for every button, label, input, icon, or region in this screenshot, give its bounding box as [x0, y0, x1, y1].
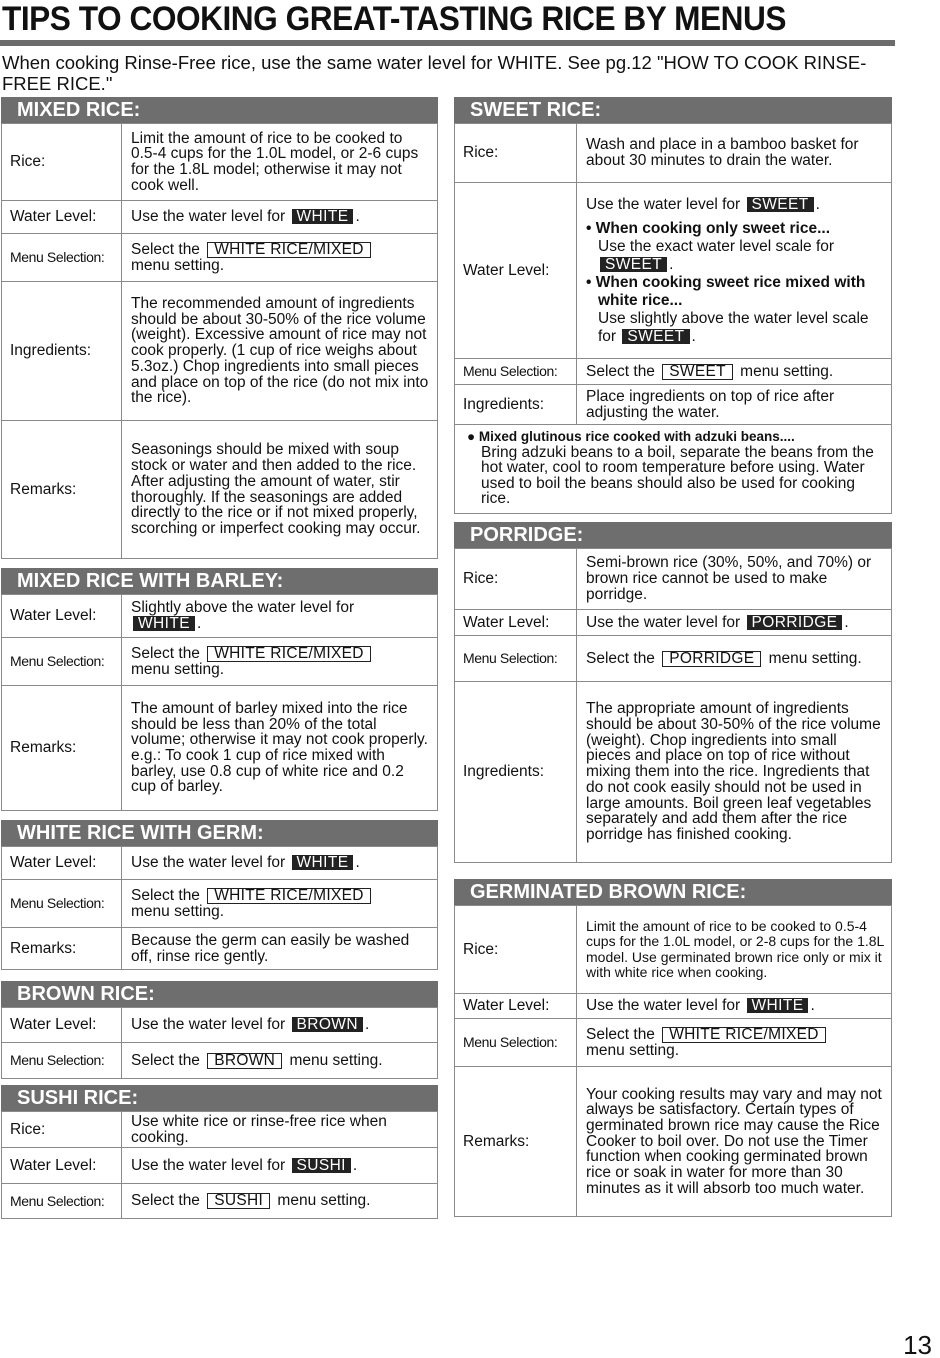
water-prefix: Use the water level for — [131, 208, 290, 226]
water-level-text — [577, 994, 892, 1019]
rice-text: Limit the amount of rice to be cooked to 0.5-4 cups for the 1.0L model, or 2-8 cups for the 1.8L model. Use germinated brown rice only or mix it with white rice when cooking. — [577, 906, 892, 994]
row-label: Menu Selection: — [455, 359, 577, 385]
section-heading: WHITE RICE WITH GERM: — [1, 820, 438, 846]
menu-tag: WHITE RICE/MIXED — [207, 242, 370, 258]
mixed-sweet-suffix: . — [691, 327, 696, 345]
mixed-sweet-heading: • When cooking sweet rice mixed with white rice... — [586, 273, 866, 309]
menu-selection-text — [122, 880, 438, 928]
water-level-text — [577, 610, 892, 636]
section-heading: MIXED RICE: — [1, 97, 438, 123]
water-prefix: Slightly above the water level for — [131, 599, 355, 617]
rice-text: Semi-brown rice (30%, 50%, and 70%) or brown rice cannot be used to make porridge. — [577, 549, 892, 610]
remarks-text: Because the germ can easily be washed off, rinse rice gently. — [122, 928, 438, 970]
table-row — [455, 359, 892, 385]
remarks-text: The amount of barley mixed into the rice should be less than 20% of the total volume; otherwise it may not cook properly. e.g.: To cook 1 cup of rice mixed with barley, use 0.8 cup of white rice and 0.2 cup of barley. — [122, 686, 438, 811]
menu-prefix: Select the — [131, 644, 205, 662]
table-row — [2, 686, 438, 811]
table-row — [2, 847, 438, 880]
only-sweet-body — [586, 238, 885, 274]
row-label: Menu Selection: — [2, 234, 122, 282]
menu-suffix: menu setting. — [131, 256, 225, 274]
adzuki-note-body: Bring adzuki beans to a boil, separate the beans from the hot water, cool to room temperature before using. Water used to boil the beans should also be used for cooking rice. — [481, 443, 874, 507]
water-level-text — [577, 183, 892, 359]
row-label: Water Level: — [2, 1148, 122, 1184]
table-row — [455, 610, 892, 636]
menu-suffix: menu setting. — [273, 1192, 371, 1210]
water-level-text — [122, 201, 438, 234]
only-sweet-heading-text: When cooking only sweet rice... — [595, 219, 831, 237]
germinated-table — [454, 905, 892, 1217]
water-level-tag: WHITE — [747, 998, 809, 1013]
table-row — [2, 1043, 438, 1079]
section-heading: GERMINATED BROWN RICE: — [454, 879, 892, 905]
menu-prefix: Select the — [586, 649, 660, 667]
row-label: Rice: — [455, 549, 577, 610]
menu-tag: PORRIDGE — [662, 651, 761, 667]
menu-tag: BROWN — [207, 1053, 282, 1069]
menu-selection-text — [122, 234, 438, 282]
table-row — [455, 682, 892, 863]
menu-prefix: Select the — [131, 240, 205, 258]
row-label: Menu Selection: — [2, 880, 122, 928]
water-suffix: . — [196, 615, 202, 632]
water-suffix: . — [364, 1016, 370, 1034]
water-suffix: . — [355, 208, 360, 226]
sushi-rice-table — [1, 1111, 438, 1219]
row-label: Menu Selection: — [455, 1019, 577, 1067]
row-label: Rice: — [2, 1112, 122, 1148]
row-label: Menu Selection: — [455, 636, 577, 682]
mixed-rice-table — [1, 123, 438, 559]
menu-tag: SWEET — [662, 364, 733, 380]
table-row — [2, 880, 438, 928]
table-row — [455, 994, 892, 1019]
row-label: Remarks: — [2, 421, 122, 559]
row-label: Water Level: — [2, 201, 122, 234]
row-label: Rice: — [455, 906, 577, 994]
menu-suffix: menu setting. — [131, 902, 225, 920]
menu-selection-text — [577, 636, 892, 682]
table-row — [2, 234, 438, 282]
row-label: Water Level: — [455, 994, 577, 1019]
water-prefix: Use the water level for — [586, 997, 745, 1015]
water-suffix: . — [815, 195, 820, 213]
table-row — [2, 638, 438, 686]
menu-prefix: Select the — [586, 1025, 660, 1043]
table-row — [455, 124, 892, 183]
table-row — [2, 928, 438, 970]
menu-suffix: menu setting. — [764, 649, 862, 667]
menu-selection-text — [122, 1184, 438, 1219]
water-level-tag: BROWN — [292, 1017, 363, 1032]
rice-text: Wash and place in a bamboo basket for about 30 minutes to drain the water. — [577, 124, 892, 183]
section-heading: PORRIDGE: — [454, 522, 892, 548]
adzuki-note-heading-text: Mixed glutinous rice cooked with adzuki beans.... — [478, 429, 795, 444]
ingredients-text: Place ingredients on top of rice after adjusting the water. — [577, 385, 892, 425]
mixed-sweet-body — [586, 310, 885, 346]
menu-tag: WHITE RICE/MIXED — [207, 888, 370, 904]
table-row — [455, 1019, 892, 1067]
section-heading: SUSHI RICE: — [1, 1085, 438, 1111]
water-level-tag: PORRIDGE — [747, 615, 843, 630]
section-sushi-rice — [1, 1085, 438, 1219]
water-prefix: Use the water level for — [131, 1016, 290, 1034]
water-suffix: . — [844, 613, 849, 631]
section-heading: MIXED RICE WITH BARLEY: — [1, 568, 438, 594]
water-level-tag: SUSHI — [292, 1158, 351, 1173]
section-barley — [1, 568, 438, 811]
only-sweet-heading: • When cooking only sweet rice... — [586, 219, 831, 237]
porridge-table — [454, 548, 892, 863]
menu-suffix: menu setting. — [735, 362, 834, 380]
row-label: Ingredients: — [455, 385, 577, 425]
table-row — [455, 385, 892, 425]
menu-selection-text — [577, 359, 892, 385]
menu-tag: WHITE RICE/MIXED — [662, 1027, 825, 1043]
remarks-text: Your cooking results may vary and may not always be satisfactory. Certain types of germinated brown rice may cause the Rice Cooker to boil over. Do not use the Timer function when cooking germinated brown rice or soak in water for more than 30 minutes as it will absorb too much water. — [577, 1067, 892, 1217]
mixed-sweet-body-text: Use slightly above the water level scale for — [598, 309, 869, 345]
water-prefix: Use the water level for — [586, 195, 745, 213]
row-label: Ingredients: — [455, 682, 577, 863]
ingredients-text: The recommended amount of ingredients should be about 30-50% of the rice volume (weight). Excessive amount of rice may not cook properly. (1 cup of rice weighs about 5.3oz.) Chop ingredients into small pieces and place on top of the rice (do not mix into the rice). — [122, 282, 438, 421]
water-level-tag: WHITE — [133, 616, 195, 631]
menu-prefix: Select the — [131, 1051, 205, 1069]
menu-suffix: menu setting. — [131, 660, 225, 678]
barley-table — [1, 594, 438, 811]
menu-prefix: Select the — [131, 886, 205, 904]
water-level-tag: WHITE — [292, 855, 354, 870]
row-label: Ingredients: — [2, 282, 122, 421]
table-row — [2, 201, 438, 234]
adzuki-note-heading: ● Mixed glutinous rice cooked with adzuki beans.... — [467, 429, 795, 444]
table-row — [455, 183, 892, 359]
menu-suffix: menu setting. — [586, 1041, 680, 1059]
table-row — [2, 124, 438, 201]
rice-text: Limit the amount of rice to be cooked to 0.5-4 cups for the 1.0L model, or 2-6 cups for the 1.8L model; otherwise it may not cook well. — [122, 124, 438, 201]
table-row — [2, 1112, 438, 1148]
water-suffix: . — [355, 854, 360, 872]
water-level-tag: SWEET — [747, 197, 814, 212]
table-row — [2, 1008, 438, 1043]
menu-selection-text — [122, 1043, 438, 1079]
water-suffix: . — [810, 997, 815, 1015]
row-label: Remarks: — [2, 686, 122, 811]
row-label: Water Level: — [2, 1008, 122, 1043]
menu-tag: SUSHI — [207, 1193, 270, 1209]
menu-tag: WHITE RICE/MIXED — [207, 646, 370, 662]
water-level-tag: WHITE — [292, 209, 354, 224]
water-level-main — [586, 196, 885, 214]
row-label: Menu Selection: — [2, 1184, 122, 1219]
table-row — [455, 636, 892, 682]
row-label: Menu Selection: — [2, 1043, 122, 1079]
section-heading: SWEET RICE: — [454, 97, 892, 123]
ingredients-text: The appropriate amount of ingredients should be about 30-50% of the rice volume (weight). Chop ingredients into small pieces and place on top of rice without mixing them into the rice. Ingredients that do not cook easily should not be used in large amounts. Boil green leaf vegetables separately and add them after the rice porridge has finished cooking. — [577, 682, 892, 863]
only-sweet-body-text: Use the exact water level scale for — [598, 237, 835, 255]
section-mixed-rice — [1, 97, 438, 559]
row-label: Water Level: — [455, 610, 577, 636]
table-row — [455, 549, 892, 610]
table-row — [2, 1184, 438, 1219]
remarks-text: Seasonings should be mixed with soup stock or water and then added to the rice. After adjusting the amount of water, stir thoroughly. If the seasonings are added directly to the rice or if not mixed properly, scorching or imperfect cooking may occur. — [122, 421, 438, 559]
menu-selection-text — [577, 1019, 892, 1067]
page-title: TIPS TO COOKING GREAT-TASTING RICE BY MENUS — [2, 0, 787, 38]
water-prefix: Use the water level for — [131, 854, 290, 872]
water-suffix: . — [352, 1157, 358, 1175]
section-sweet-rice — [454, 97, 892, 514]
page-number: 13 — [903, 1330, 932, 1358]
brown-rice-table — [1, 1007, 438, 1079]
only-sweet-suffix: . — [669, 255, 674, 273]
section-germ — [1, 820, 438, 970]
water-prefix: Use the water level for — [131, 1157, 290, 1175]
table-row — [455, 906, 892, 994]
mixed-sweet-heading-text: When cooking sweet rice mixed with white rice... — [595, 273, 866, 309]
water-prefix: Use the water level for — [586, 613, 745, 631]
section-heading: BROWN RICE: — [1, 981, 438, 1007]
row-label: Water Level: — [2, 847, 122, 880]
table-row — [2, 595, 438, 638]
table-row — [2, 1148, 438, 1184]
section-germinated-brown-rice — [454, 879, 892, 1217]
row-label: Remarks: — [455, 1067, 577, 1217]
sweet-rice-table — [454, 123, 892, 425]
water-level-tag: SWEET — [600, 257, 667, 272]
row-label: Rice: — [455, 124, 577, 183]
germ-table — [1, 846, 438, 970]
menu-prefix: Select the — [131, 1192, 205, 1210]
table-row — [2, 421, 438, 559]
title-rule — [0, 40, 895, 46]
table-row — [2, 282, 438, 421]
water-level-tag: SWEET — [622, 329, 689, 344]
row-label: Menu Selection: — [2, 638, 122, 686]
section-brown-rice — [1, 981, 438, 1079]
water-level-text — [122, 1148, 438, 1184]
water-level-text — [122, 847, 438, 880]
intro-text: When cooking Rinse-Free rice, use the same water level for WHITE. See pg.12 "HOW TO COOK RINSE-FREE RICE." — [2, 52, 867, 94]
menu-selection-text — [122, 638, 438, 686]
adzuki-note — [454, 425, 892, 514]
menu-prefix: Select the — [586, 362, 660, 380]
menu-suffix: menu setting. — [285, 1051, 383, 1069]
section-porridge — [454, 522, 892, 863]
water-level-text — [122, 595, 438, 638]
row-label: Rice: — [2, 124, 122, 201]
row-label: Water Level: — [455, 183, 577, 359]
row-label: Remarks: — [2, 928, 122, 970]
table-row — [455, 1067, 892, 1217]
row-label: Water Level: — [2, 595, 122, 638]
water-level-text — [122, 1008, 438, 1043]
rice-text: Use white rice or rinse-free rice when cooking. — [122, 1112, 438, 1148]
